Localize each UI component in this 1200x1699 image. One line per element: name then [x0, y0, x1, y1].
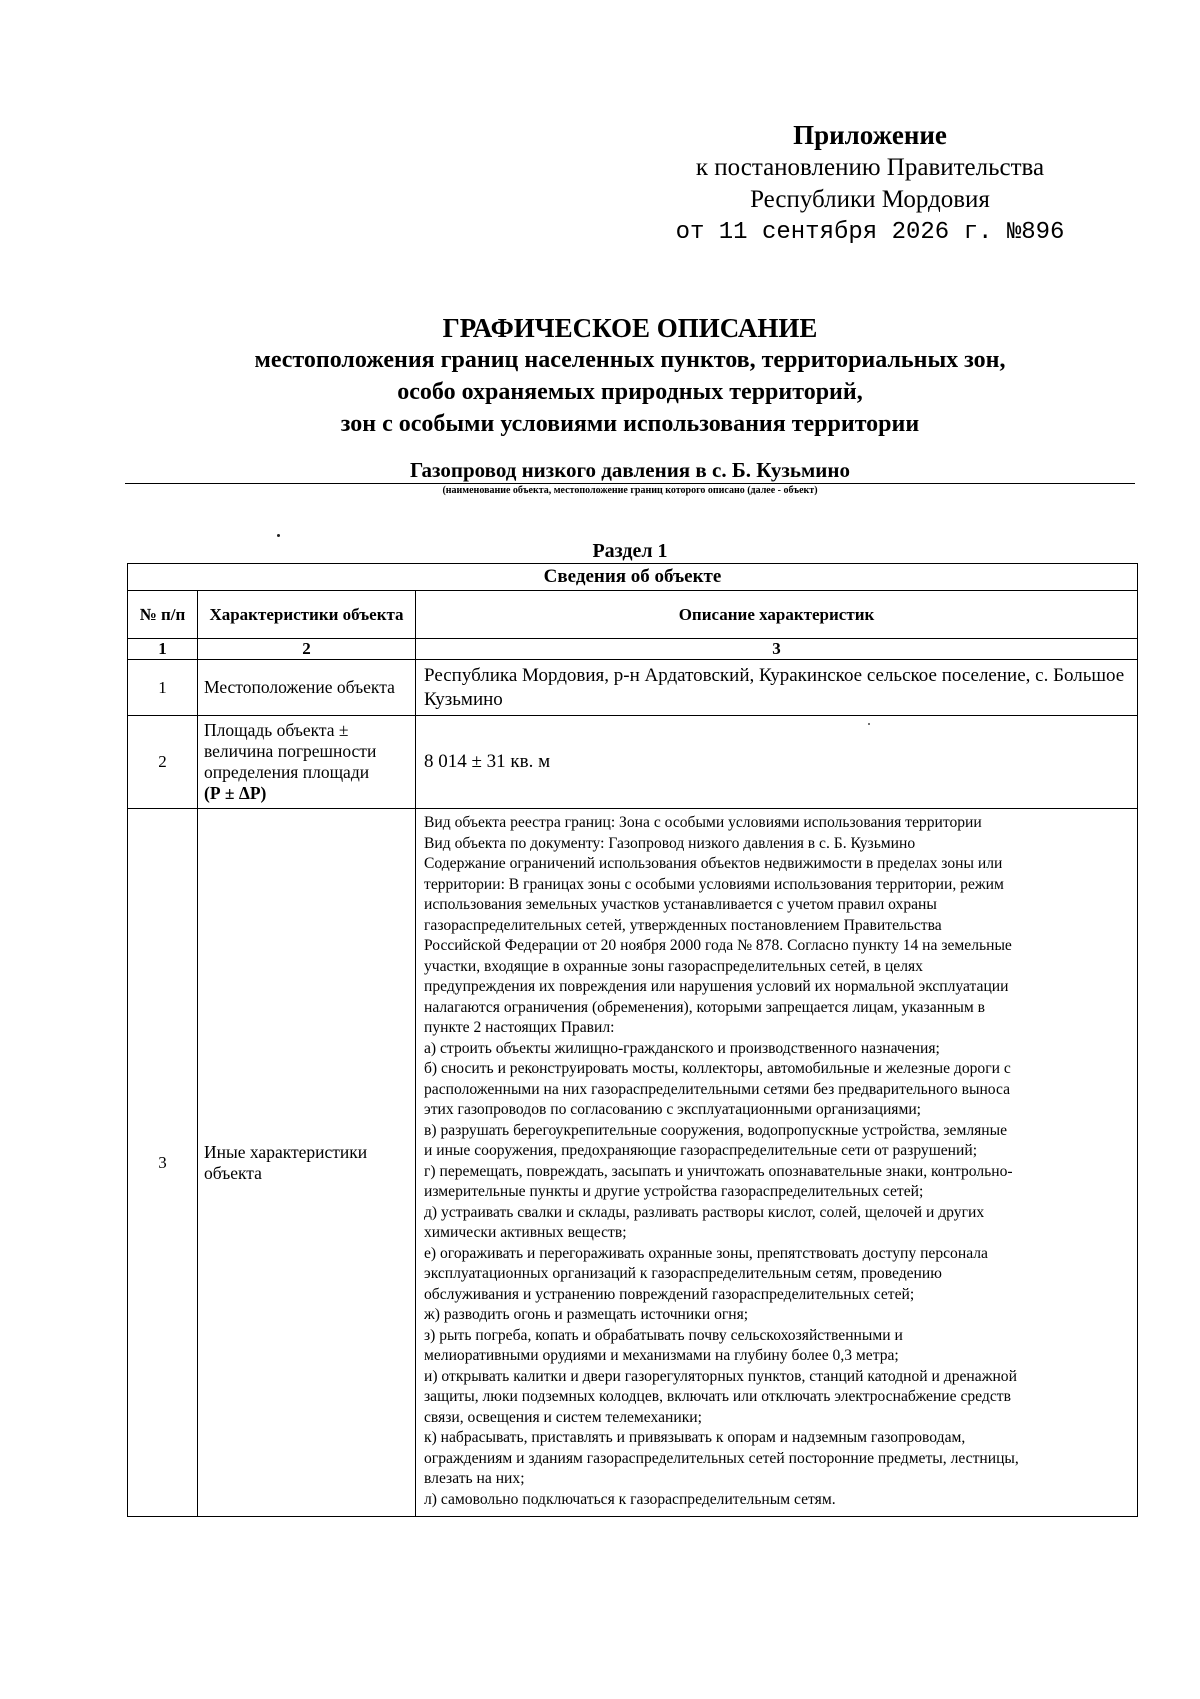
- description-line: Вид объекта реестра границ: Зона с особыми условиями использования территории: [424, 814, 982, 831]
- description-line: пункте 2 настоящих Правил:: [424, 1019, 615, 1036]
- description-line: и иные сооружения, предохраняющие газораспределительные сети от разрушений;: [424, 1142, 978, 1159]
- description-line: з) рыть погреба, копать и обрабатывать почву сельскохозяйственными и: [424, 1326, 903, 1344]
- row-characteristic: Иные характеристики объекта: [198, 809, 416, 1517]
- description-line: л) самовольно подключаться к газораспределительным сетям.: [424, 1490, 836, 1508]
- document-subtitle-line: зон с особыми условиями использования территории: [340, 411, 920, 437]
- description-line: ограждениям и зданиям газораспределительных сетей посторонние предметы, лестницы,: [424, 1449, 1019, 1467]
- description-line: территории: В границах зоны с особыми условиями использования территории, режим: [424, 875, 1004, 893]
- header-num: № п/п: [128, 591, 198, 639]
- document-title-block: [130, 312, 1130, 440]
- description-line: измерительные пункты и другие устройства газораспределительных сетей;: [424, 1183, 924, 1200]
- document-title: ГРАФИЧЕСКОЕ ОПИСАНИЕ: [442, 313, 818, 343]
- appendix-title: Приложение: [793, 120, 947, 150]
- description-line: мелиоративными орудиями и механизмами на глубину более 0,3 метра;: [424, 1347, 899, 1364]
- section-title: Раздел 1: [592, 540, 668, 562]
- description-line: Российской Федерации от 20 ноября 2000 года № 878. Согласно пункту 14 на земельные: [424, 937, 1012, 954]
- appendix-line-2: Республики Мордовия: [750, 186, 990, 213]
- description-line: использования земельных участков устанавливается с учетом правил охраны: [424, 896, 937, 913]
- description-line: расположенными на них газораспределительными сетями без предварительного выноса: [424, 1080, 1011, 1098]
- description-line: участки, входящие в охранные зоны газораспределительных сетей, в целях: [424, 957, 923, 975]
- description-line: обслуживания и устранению повреждений газораспределительных сетей;: [424, 1285, 915, 1303]
- appendix-header: [660, 118, 1080, 250]
- row-description: Республика Мордовия, р-н Ардатовский, Куракинское сельское поселение, с. Большое Кузьмино: [416, 660, 1138, 716]
- row-characteristic-formula: (Р ± ΔР): [204, 783, 267, 803]
- row-number: 2: [128, 716, 198, 809]
- document-subtitle-line: особо охраняемых природных территорий,: [397, 379, 863, 405]
- description-line: защиты, люки подземных колодцев, включать или отключать электроснабжение средств: [424, 1388, 1011, 1405]
- row-characteristic: [198, 716, 416, 809]
- description-line: предупреждения их повреждения или нарушения условий их нормальной эксплуатации: [424, 978, 1009, 995]
- description-line: б) сносить и реконструировать мосты, коллекторы, автомобильные и железные дороги с: [424, 1060, 1011, 1077]
- table-row: [128, 716, 1138, 809]
- object-info-table: [127, 563, 1138, 1517]
- document-subtitle-line: местоположения границ населенных пунктов, территориальных зон,: [254, 347, 1006, 373]
- table-row: [128, 809, 1138, 1517]
- scan-speck: [277, 534, 280, 537]
- description-line: а) строить объекты жилищно-гражданского и производственного назначения;: [424, 1039, 940, 1057]
- description-line: связи, освещения и систем телемеханики;: [424, 1408, 702, 1426]
- object-name-block: [125, 457, 1135, 498]
- row-description: 8 014 ± 31 кв. м: [416, 716, 1138, 809]
- table-caption: Сведения об объекте: [128, 564, 1138, 591]
- column-number: 2: [198, 639, 416, 660]
- header-characteristic: Характеристики объекта: [198, 591, 416, 639]
- description-line: г) перемещать, повреждать, засыпать и уничтожать опознавательные знаки, контрольно-: [424, 1162, 1013, 1180]
- description-line: к) набрасывать, приставлять и привязывать к опорам и надземным газопроводам,: [424, 1429, 966, 1446]
- description-line: газораспределительных сетей, утвержденных постановлением Правительства: [424, 916, 942, 934]
- description-line: ж) разводить огонь и размещать источники огня;: [424, 1306, 749, 1323]
- row-characteristic-text: Площадь объекта ± величина погрешности определения площади: [204, 720, 377, 782]
- description-line: влезать на них;: [424, 1470, 525, 1487]
- table-row: [128, 660, 1138, 716]
- appendix-line-1: к постановлению Правительства: [695, 154, 1045, 181]
- description-line: Вид объекта по документу: Газопровод низкого давления в с. Б. Кузьмино: [424, 834, 916, 852]
- row-description: [416, 809, 1138, 1517]
- appendix-date: от 11 сентября 2026 г. №896: [675, 219, 1065, 246]
- description-line: налагаются ограничения (обременения), которыми запрещается лицам, указанным в: [424, 998, 985, 1016]
- description-line: этих газопроводов по согласованию с эксплуатационными организациями;: [424, 1101, 922, 1118]
- column-number: 3: [416, 639, 1138, 660]
- description-line: в) разрушать берегоукрепительные сооружения, водопропускные устройства, земляные: [424, 1121, 1008, 1139]
- description-line: Содержание ограничений использования объектов недвижимости в пределах зоны или: [424, 855, 1003, 872]
- description-line: химически активных веществ;: [424, 1224, 627, 1241]
- description-line: д) устраивать свалки и склады, разливать растворы кислот, солей, щелочей и других: [424, 1203, 985, 1221]
- description-line: е) огораживать и перегораживать охранные зоны, препятствовать доступу персонала: [424, 1244, 988, 1262]
- description-line: и) открывать калитки и двери газорегуляторных пунктов, станций катодной и дренажной: [424, 1367, 1017, 1385]
- row-characteristic: Местоположение объекта: [198, 660, 416, 716]
- object-name-hint: (наименование объекта, местоположение границ которого описано (далее - объект): [442, 485, 818, 496]
- description-line: эксплуатационных организаций к газораспределительным сетям, проведению: [424, 1265, 942, 1282]
- object-name: Газопровод низкого давления в с. Б. Кузьмино: [410, 458, 850, 482]
- column-number: 1: [128, 639, 198, 660]
- header-description: Описание характеристик: [416, 591, 1138, 639]
- row-number: 3: [128, 809, 198, 1517]
- row-number: 1: [128, 660, 198, 716]
